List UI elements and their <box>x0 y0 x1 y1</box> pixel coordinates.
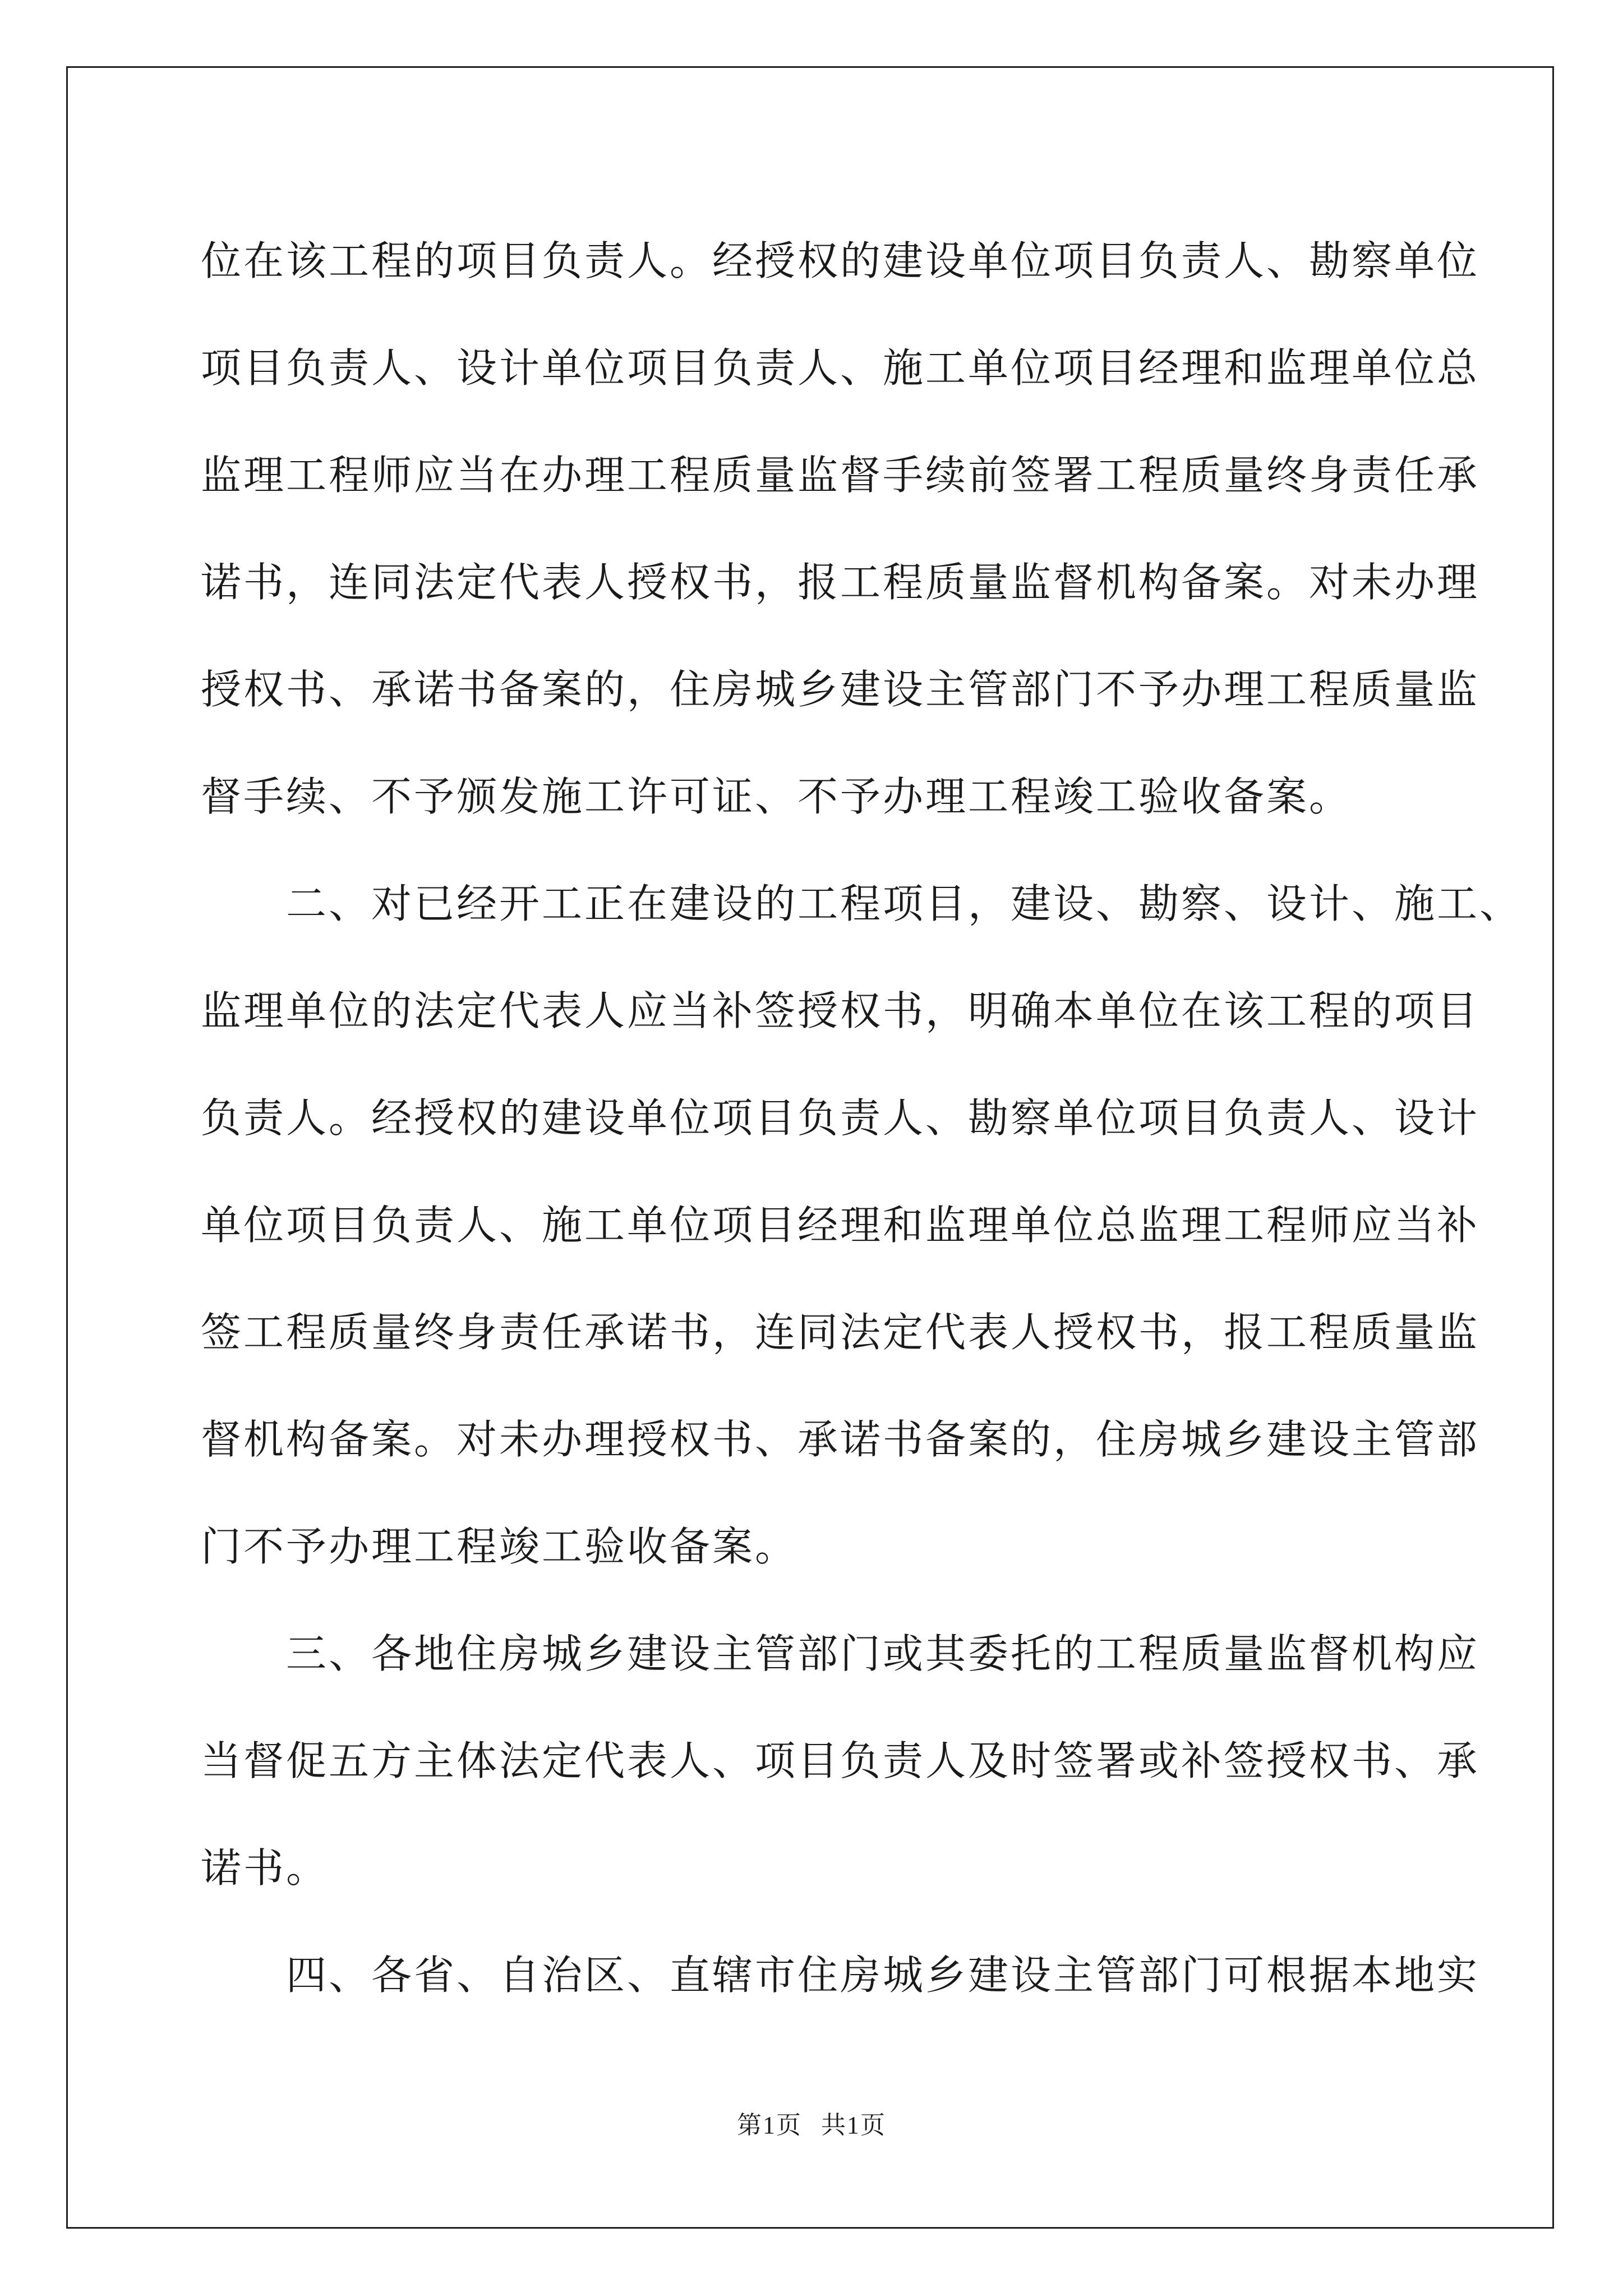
text-line: 位在该工程的项目负责人。经授权的建设单位项目负责人、勘察单位 <box>201 237 1480 284</box>
text-line: 三、各地住房城乡建设主管部门或其委托的工程质量监督机构应 <box>201 1630 1480 1677</box>
text-line: 督手续、不予颁发施工许可证、不予办理工程竣工验收备案。 <box>201 773 1352 820</box>
text-line: 单位项目负责人、施工单位项目经理和监理单位总监理工程师应当补 <box>201 1202 1480 1249</box>
text-line: 诺书，连同法定代表人授权书，报工程质量监督机构备案。对未办理 <box>201 559 1480 606</box>
text-line: 签工程质量终身责任承诺书，连同法定代表人授权书，报工程质量监 <box>201 1309 1480 1356</box>
document-body <box>201 208 1523 2029</box>
text-line: 监理单位的法定代表人应当补签授权书，明确本单位在该工程的项目 <box>201 987 1480 1034</box>
text-line: 二、对已经开工正在建设的工程项目，建设、勘察、设计、施工、 <box>201 880 1523 927</box>
text-line: 监理工程师应当在办理工程质量监督手续前签署工程质量终身责任承 <box>201 452 1480 499</box>
text-line: 当督促五方主体法定代表人、项目负责人及时签署或补签授权书、承 <box>201 1737 1480 1784</box>
text-line: 负责人。经授权的建设单位项目负责人、勘察单位项目负责人、设计 <box>201 1094 1480 1142</box>
page-footer <box>0 2105 1623 2141</box>
text-line: 授权书、承诺书备案的，住房城乡建设主管部门不予办理工程质量监 <box>201 666 1480 713</box>
text-line: 督机构备案。对未办理授权书、承诺书备案的，住房城乡建设主管部 <box>201 1416 1480 1463</box>
page-number-total: 共1页 <box>821 2111 886 2139</box>
text-line: 四、各省、自治区、直辖市住房城乡建设主管部门可根据本地实 <box>201 1952 1480 1999</box>
text-line: 项目负责人、设计单位项目负责人、施工单位项目经理和监理单位总 <box>201 344 1480 392</box>
text-line: 门不予办理工程竣工验收备案。 <box>201 1523 798 1570</box>
text-line: 诺书。 <box>201 1844 329 1892</box>
page-number-current: 第1页 <box>737 2111 802 2139</box>
